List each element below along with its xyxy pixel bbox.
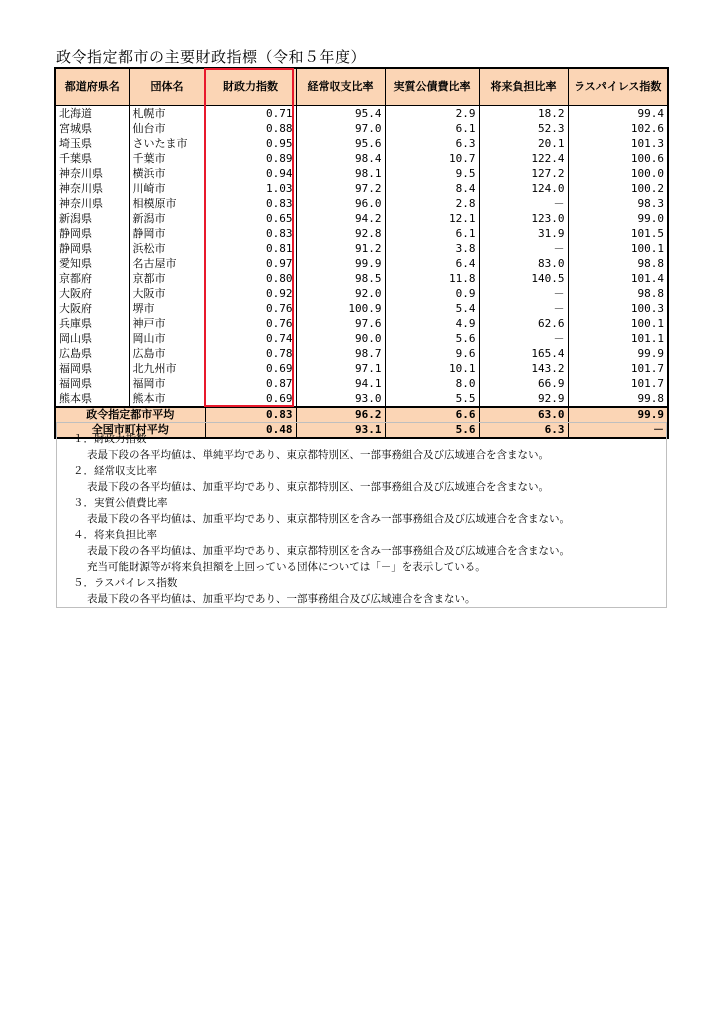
- table-row: [55, 346, 668, 361]
- organization-cell: 仙台市: [129, 121, 205, 136]
- table-row: [55, 391, 668, 407]
- fiscal-strength-cell: 0.92: [205, 286, 296, 301]
- table-row: [55, 226, 668, 241]
- note-4-heading: ４．将来負担比率: [73, 529, 157, 541]
- note-3-body: 表最下段の各平均値は、加重平均であり、東京都特別区を含み一部事務組合及び広域連合を含まない。: [87, 513, 570, 525]
- laspeyres-cell: 101.7: [568, 376, 668, 391]
- future-burden-cell: 20.1: [479, 136, 568, 151]
- laspeyres-cell: 98.8: [568, 286, 668, 301]
- future-burden-cell: －: [479, 301, 568, 316]
- laspeyres-cell: 100.0: [568, 166, 668, 181]
- debt-service-cell: 6.6: [385, 407, 479, 423]
- debt-service-cell: 6.1: [385, 121, 479, 136]
- organization-cell: 岡山市: [129, 331, 205, 346]
- fiscal-strength-cell: 0.69: [205, 361, 296, 376]
- organization-cell: 神戸市: [129, 316, 205, 331]
- organization-cell: 堺市: [129, 301, 205, 316]
- prefecture-cell: 神奈川県: [55, 166, 129, 181]
- fiscal-strength-cell: 0.71: [205, 106, 296, 122]
- fiscal-strength-cell: 0.97: [205, 256, 296, 271]
- debt-service-cell: 8.4: [385, 181, 479, 196]
- debt-service-cell: 9.6: [385, 346, 479, 361]
- table-row: [55, 181, 668, 196]
- laspeyres-cell: 98.3: [568, 196, 668, 211]
- fiscal-strength-cell: 0.95: [205, 136, 296, 151]
- laspeyres-cell: 99.4: [568, 106, 668, 122]
- laspeyres-cell: 101.7: [568, 361, 668, 376]
- organization-cell: 川崎市: [129, 181, 205, 196]
- note-1-body: 表最下段の各平均値は、単純平均であり、東京都特別区、一部事務組合及び広域連合を含まない。: [87, 449, 549, 461]
- table-row: [55, 361, 668, 376]
- prefecture-cell: 静岡県: [55, 226, 129, 241]
- debt-service-cell: 11.8: [385, 271, 479, 286]
- note-2-body: 表最下段の各平均値は、加重平均であり、東京都特別区、一部事務組合及び広域連合を含まない。: [87, 481, 549, 493]
- debt-service-cell: 6.1: [385, 226, 479, 241]
- fiscal-strength-cell: 0.87: [205, 376, 296, 391]
- organization-cell: 福岡市: [129, 376, 205, 391]
- future-burden-cell: －: [479, 196, 568, 211]
- prefecture-cell: 愛知県: [55, 256, 129, 271]
- fiscal-strength-cell: 0.69: [205, 391, 296, 407]
- prefecture-cell: 福岡県: [55, 361, 129, 376]
- table-row: [55, 271, 668, 286]
- fiscal-strength-cell: 0.94: [205, 166, 296, 181]
- note-3-heading: ３．実質公債費比率: [73, 497, 168, 509]
- table-row: [55, 331, 668, 346]
- future-burden-cell: 92.9: [479, 391, 568, 407]
- organization-cell: さいたま市: [129, 136, 205, 151]
- page-title: 政令指定都市の主要財政指標（令和５年度）: [56, 48, 367, 66]
- future-burden-cell: 165.4: [479, 346, 568, 361]
- table-row: [55, 301, 668, 316]
- average-label: 全国市町村平均: [55, 423, 205, 439]
- current-balance-cell: 100.9: [296, 301, 385, 316]
- current-balance-cell: 98.5: [296, 271, 385, 286]
- current-balance-cell: 90.0: [296, 331, 385, 346]
- future-burden-cell: 6.3: [479, 423, 568, 439]
- prefecture-cell: 静岡県: [55, 241, 129, 256]
- table-row: [55, 166, 668, 181]
- current-balance-cell: 94.1: [296, 376, 385, 391]
- debt-service-cell: 0.9: [385, 286, 479, 301]
- prefecture-cell: 北海道: [55, 106, 129, 122]
- header-future-burden-ratio: 将来負担比率: [479, 68, 568, 106]
- debt-service-cell: 5.6: [385, 423, 479, 439]
- future-burden-cell: －: [479, 331, 568, 346]
- current-balance-cell: 98.1: [296, 166, 385, 181]
- fiscal-strength-cell: 0.88: [205, 121, 296, 136]
- organization-cell: 熊本市: [129, 391, 205, 407]
- current-balance-cell: 97.0: [296, 121, 385, 136]
- future-burden-cell: 31.9: [479, 226, 568, 241]
- future-burden-cell: 83.0: [479, 256, 568, 271]
- header-real-debt-service-ratio: 実質公債費比率: [385, 68, 479, 106]
- table-row: [55, 196, 668, 211]
- note-5-heading: ５．ラスパイレス指数: [73, 577, 178, 589]
- prefecture-cell: 千葉県: [55, 151, 129, 166]
- organization-cell: 名古屋市: [129, 256, 205, 271]
- prefecture-cell: 広島県: [55, 346, 129, 361]
- table-row: [55, 376, 668, 391]
- current-balance-cell: 93.0: [296, 391, 385, 407]
- table-row: [55, 286, 668, 301]
- header-organization: 団体名: [129, 68, 205, 106]
- laspeyres-cell: 99.9: [568, 346, 668, 361]
- debt-service-cell: 5.6: [385, 331, 479, 346]
- future-burden-cell: 143.2: [479, 361, 568, 376]
- note-2-heading: ２．経常収支比率: [73, 465, 157, 477]
- debt-service-cell: 10.7: [385, 151, 479, 166]
- table-row: [55, 106, 668, 122]
- fiscal-strength-cell: 0.76: [205, 316, 296, 331]
- fiscal-strength-cell: 0.74: [205, 331, 296, 346]
- fiscal-strength-cell: 0.76: [205, 301, 296, 316]
- organization-cell: 大阪市: [129, 286, 205, 301]
- note-1-heading: １．財政力指数: [73, 433, 147, 445]
- future-burden-cell: 127.2: [479, 166, 568, 181]
- table-row: [55, 121, 668, 136]
- prefecture-cell: 大阪府: [55, 286, 129, 301]
- header-prefecture: 都道府県名: [55, 68, 129, 106]
- laspeyres-cell: 98.8: [568, 256, 668, 271]
- prefecture-cell: 岡山県: [55, 331, 129, 346]
- laspeyres-cell: 102.6: [568, 121, 668, 136]
- current-balance-cell: 97.6: [296, 316, 385, 331]
- organization-cell: 静岡市: [129, 226, 205, 241]
- organization-cell: 広島市: [129, 346, 205, 361]
- laspeyres-cell: 101.4: [568, 271, 668, 286]
- current-balance-cell: 99.9: [296, 256, 385, 271]
- fiscal-strength-cell: 0.89: [205, 151, 296, 166]
- designated-city-average-row: [55, 407, 668, 423]
- debt-service-cell: 3.8: [385, 241, 479, 256]
- future-burden-cell: 124.0: [479, 181, 568, 196]
- table-header-row: [55, 68, 668, 106]
- fiscal-strength-cell: 0.83: [205, 226, 296, 241]
- fiscal-strength-cell: 0.65: [205, 211, 296, 226]
- note-4-body-2: 充当可能財源等が将来負担額を上回っている団体については「－」を表示している。: [87, 561, 486, 573]
- laspeyres-cell: 99.9: [568, 407, 668, 423]
- header-current-balance-ratio: 経常収支比率: [296, 68, 385, 106]
- note-4-body-1: 表最下段の各平均値は、加重平均であり、東京都特別区を含み一部事務組合及び広域連合を含まない。: [87, 545, 570, 557]
- laspeyres-cell: 100.6: [568, 151, 668, 166]
- organization-cell: 相模原市: [129, 196, 205, 211]
- fiscal-strength-cell: 1.03: [205, 181, 296, 196]
- debt-service-cell: 9.5: [385, 166, 479, 181]
- current-balance-cell: 92.0: [296, 286, 385, 301]
- organization-cell: 浜松市: [129, 241, 205, 256]
- laspeyres-cell: 99.8: [568, 391, 668, 407]
- laspeyres-cell: 100.1: [568, 241, 668, 256]
- fiscal-strength-cell: 0.83: [205, 196, 296, 211]
- current-balance-cell: 95.6: [296, 136, 385, 151]
- laspeyres-cell: 101.3: [568, 136, 668, 151]
- table-row: [55, 256, 668, 271]
- debt-service-cell: 2.9: [385, 106, 479, 122]
- current-balance-cell: 97.2: [296, 181, 385, 196]
- current-balance-cell: 96.2: [296, 407, 385, 423]
- current-balance-cell: 98.7: [296, 346, 385, 361]
- organization-cell: 千葉市: [129, 151, 205, 166]
- prefecture-cell: 福岡県: [55, 376, 129, 391]
- future-burden-cell: 122.4: [479, 151, 568, 166]
- prefecture-cell: 神奈川県: [55, 181, 129, 196]
- fiscal-strength-cell: 0.83: [205, 407, 296, 423]
- table-row: [55, 211, 668, 226]
- future-burden-cell: 66.9: [479, 376, 568, 391]
- table-row: [55, 241, 668, 256]
- debt-service-cell: 12.1: [385, 211, 479, 226]
- table-row: [55, 151, 668, 166]
- debt-service-cell: 5.5: [385, 391, 479, 407]
- average-label: 政令指定都市平均: [55, 407, 205, 423]
- note-5-body: 表最下段の各平均値は、加重平均であり、一部事務組合及び広域連合を含まない。: [87, 593, 476, 605]
- laspeyres-cell: 101.5: [568, 226, 668, 241]
- organization-cell: 札幌市: [129, 106, 205, 122]
- future-burden-cell: 52.3: [479, 121, 568, 136]
- prefecture-cell: 新潟県: [55, 211, 129, 226]
- debt-service-cell: 5.4: [385, 301, 479, 316]
- organization-cell: 新潟市: [129, 211, 205, 226]
- prefecture-cell: 京都府: [55, 271, 129, 286]
- laspeyres-cell: 100.1: [568, 316, 668, 331]
- debt-service-cell: 10.1: [385, 361, 479, 376]
- prefecture-cell: 宮城県: [55, 121, 129, 136]
- current-balance-cell: 95.4: [296, 106, 385, 122]
- current-balance-cell: 94.2: [296, 211, 385, 226]
- current-balance-cell: 93.1: [296, 423, 385, 439]
- fiscal-strength-cell: 0.80: [205, 271, 296, 286]
- organization-cell: 京都市: [129, 271, 205, 286]
- future-burden-cell: 123.0: [479, 211, 568, 226]
- future-burden-cell: 140.5: [479, 271, 568, 286]
- laspeyres-cell: －: [568, 423, 668, 439]
- table-row: [55, 316, 668, 331]
- fiscal-strength-cell: 0.48: [205, 423, 296, 439]
- future-burden-cell: －: [479, 286, 568, 301]
- current-balance-cell: 97.1: [296, 361, 385, 376]
- current-balance-cell: 96.0: [296, 196, 385, 211]
- organization-cell: 北九州市: [129, 361, 205, 376]
- prefecture-cell: 埼玉県: [55, 136, 129, 151]
- header-laspeyres-index: ラスパイレス指数: [568, 68, 668, 106]
- current-balance-cell: 92.8: [296, 226, 385, 241]
- debt-service-cell: 4.9: [385, 316, 479, 331]
- debt-service-cell: 6.4: [385, 256, 479, 271]
- current-balance-cell: 91.2: [296, 241, 385, 256]
- current-balance-cell: 98.4: [296, 151, 385, 166]
- prefecture-cell: 大阪府: [55, 301, 129, 316]
- prefecture-cell: 神奈川県: [55, 196, 129, 211]
- future-burden-cell: 63.0: [479, 407, 568, 423]
- debt-service-cell: 2.8: [385, 196, 479, 211]
- fiscal-strength-cell: 0.78: [205, 346, 296, 361]
- laspeyres-cell: 101.1: [568, 331, 668, 346]
- financial-indicators-table: [54, 67, 669, 439]
- organization-cell: 横浜市: [129, 166, 205, 181]
- fiscal-strength-cell: 0.81: [205, 241, 296, 256]
- future-burden-cell: －: [479, 241, 568, 256]
- debt-service-cell: 6.3: [385, 136, 479, 151]
- debt-service-cell: 8.0: [385, 376, 479, 391]
- laspeyres-cell: 99.0: [568, 211, 668, 226]
- prefecture-cell: 兵庫県: [55, 316, 129, 331]
- future-burden-cell: 18.2: [479, 106, 568, 122]
- table-row: [55, 136, 668, 151]
- notes-box: [56, 422, 667, 608]
- prefecture-cell: 熊本県: [55, 391, 129, 407]
- laspeyres-cell: 100.3: [568, 301, 668, 316]
- laspeyres-cell: 100.2: [568, 181, 668, 196]
- future-burden-cell: 62.6: [479, 316, 568, 331]
- header-fiscal-strength-index: 財政力指数: [205, 68, 296, 106]
